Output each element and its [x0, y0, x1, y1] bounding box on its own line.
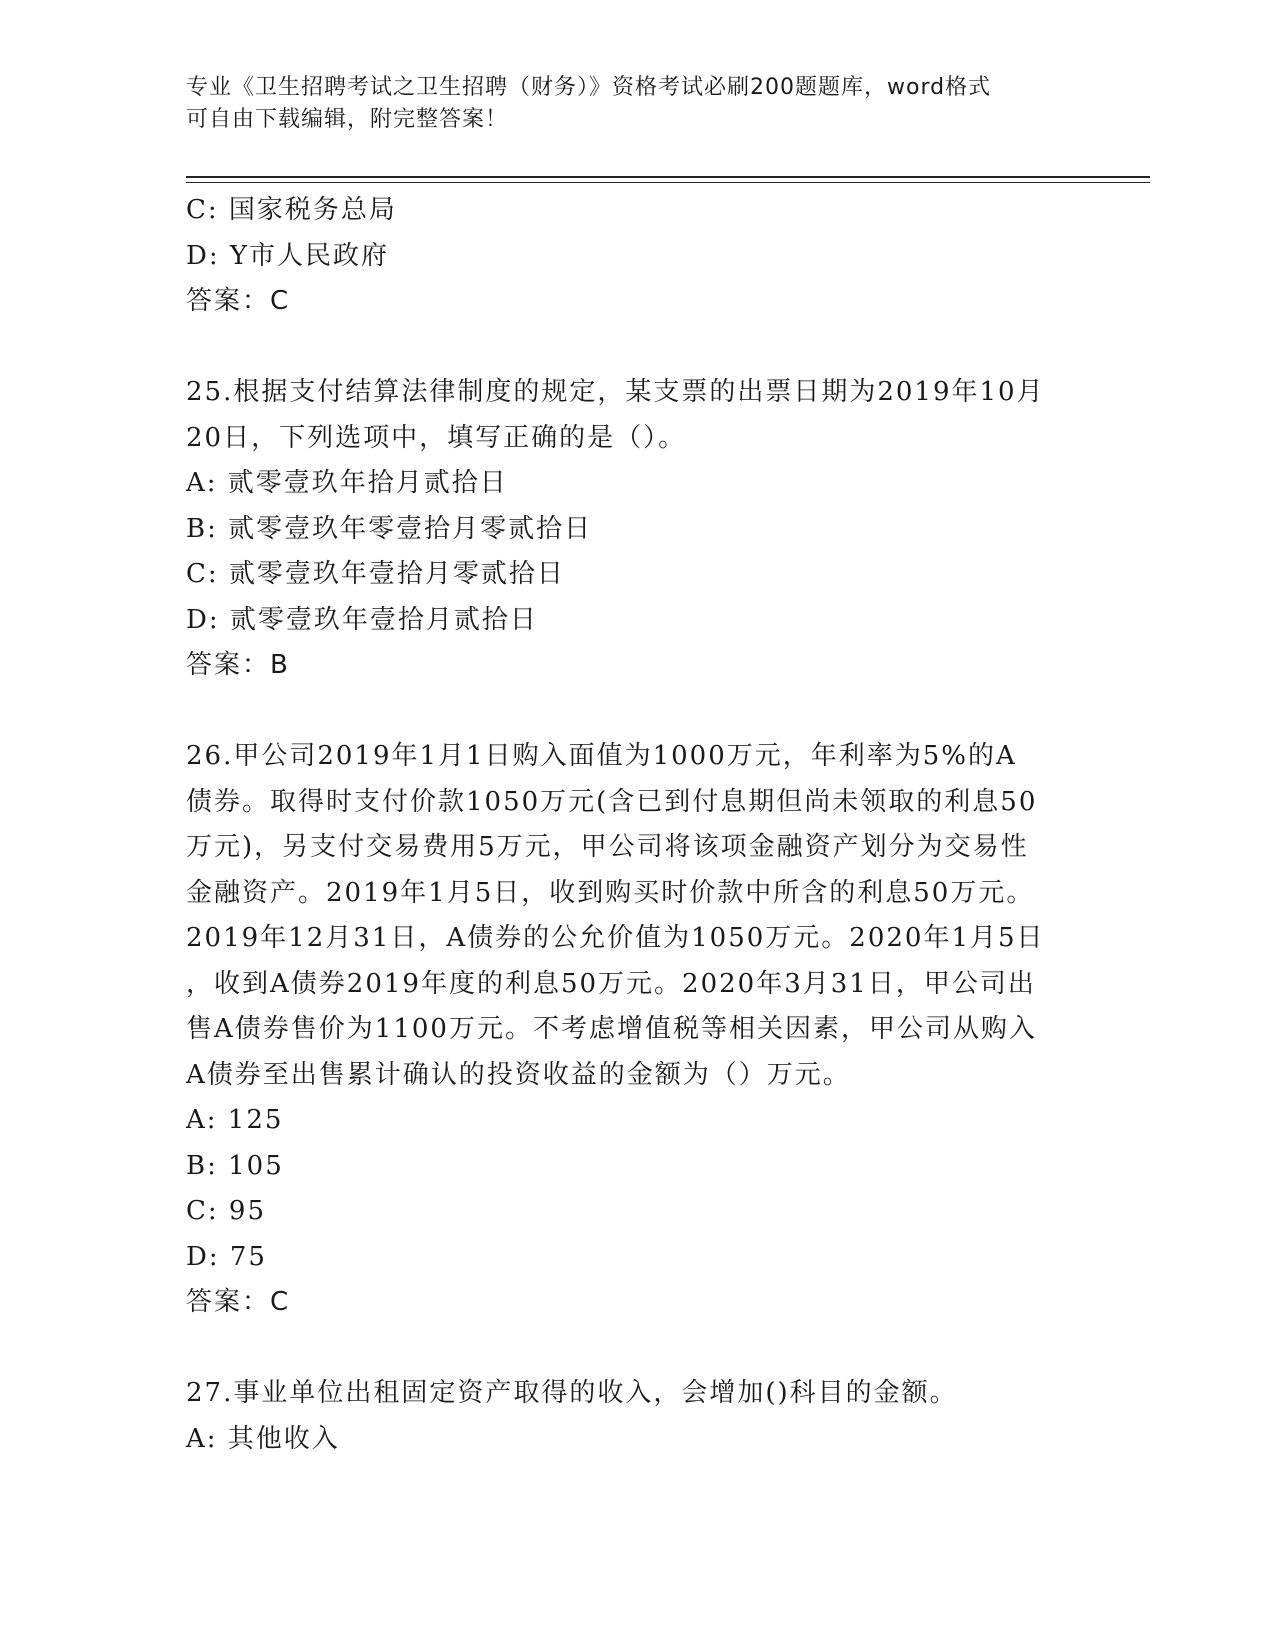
option-c: C: 国家税务总局	[186, 195, 397, 225]
document-header	[186, 72, 1066, 136]
question-text-line: 金融资产。2019年1月5日，收到购买时价款中所含的利息50万元。	[186, 877, 1035, 908]
question-content	[186, 188, 1086, 1462]
option-d: D: 75	[186, 1241, 267, 1272]
option-a: A: 其他收入	[186, 1423, 340, 1454]
answer: 答案：B	[186, 650, 290, 680]
question-text-line: 20日，下列选项中，填写正确的是（）。	[186, 422, 687, 453]
option-b: B: 贰零壹玖年零壹拾月零贰拾日	[186, 513, 593, 544]
question-text-line: 万元)，另支付交易费用5万元，甲公司将该项金融资产划分为交易性	[186, 832, 1029, 862]
option-a: A: 贰零壹玖年拾月贰拾日	[186, 468, 508, 498]
question-text-line: 27.事业单位出租固定资产取得的收入，会增加()科目的金额。	[186, 1378, 958, 1408]
spacer	[186, 1326, 1086, 1372]
spacer	[186, 689, 1086, 735]
question-text-line: 债券。取得时支付价款1050万元(含已到付息期但尚未领取的利息50	[186, 786, 1038, 817]
question-text-line: A债券至出售累计确认的投资收益的金额为（）万元。	[186, 1059, 851, 1090]
question-25	[186, 370, 1086, 689]
option-b: B: 105	[186, 1150, 284, 1181]
header-rule-thick	[186, 176, 1150, 178]
option-d: D: 贰零壹玖年壹拾月贰拾日	[186, 604, 538, 635]
question-26	[186, 734, 1086, 1326]
question-text-line: ，收到A债券2019年度的利息50万元。2020年3月31日，甲公司出	[186, 968, 1036, 999]
question-text-line: 售A债券售价为1100万元。不考虑增值税等相关因素，甲公司从购入	[186, 1014, 1037, 1044]
header-line-1: 专业《卫生招聘考试之卫生招聘（财务）》资格考试必刷200题题库，word格式	[186, 75, 992, 100]
header-line-2: 可自由下载编辑，附完整答案！	[186, 107, 509, 132]
answer: 答案：C	[186, 286, 291, 316]
option-d: D: Y市人民政府	[186, 240, 390, 271]
spacer	[186, 325, 1086, 371]
question-24-tail	[186, 188, 1086, 325]
answer: 答案：C	[186, 1287, 291, 1317]
question-text-line: 2019年12月31日，A债券的公允价值为1050万元。2020年1月5日	[186, 923, 1045, 953]
question-text-line: 26.甲公司2019年1月1日购入面值为1000万元，年利率为5%的A	[186, 741, 1017, 771]
option-a: A: 125	[186, 1105, 284, 1135]
option-c: C: 95	[186, 1196, 267, 1226]
header-rule-thin	[186, 182, 1150, 183]
option-c: C: 贰零壹玖年壹拾月零贰拾日	[186, 559, 565, 589]
question-27	[186, 1371, 1086, 1462]
question-text-line: 25.根据支付结算法律制度的规定，某支票的出票日期为2019年10月	[186, 377, 1045, 407]
